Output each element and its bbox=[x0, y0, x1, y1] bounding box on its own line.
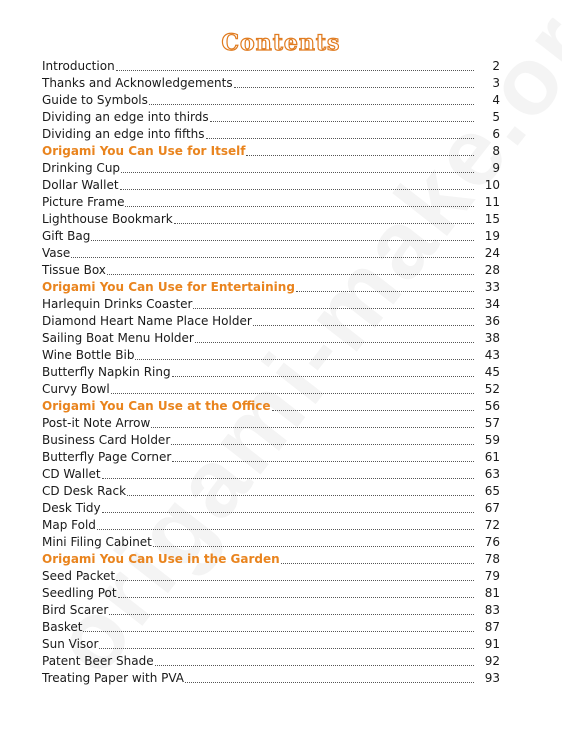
toc-entry-page-number: 45 bbox=[484, 365, 500, 379]
toc-entry-page-number: 79 bbox=[484, 569, 500, 583]
toc-entry-page-number: 87 bbox=[484, 620, 500, 634]
dot-leader bbox=[120, 188, 474, 190]
dot-leader bbox=[210, 120, 474, 122]
toc-entry-label: Patent Beer Shade bbox=[42, 654, 154, 668]
dot-leader bbox=[272, 409, 474, 411]
dot-leader bbox=[195, 341, 474, 343]
toc-entry[interactable] bbox=[42, 177, 500, 194]
toc-entry-label: Map Fold bbox=[42, 518, 96, 532]
toc-entry-page-number: 81 bbox=[484, 586, 500, 600]
dot-leader bbox=[107, 273, 474, 275]
dot-leader bbox=[102, 477, 474, 479]
toc-entry-page-number: 65 bbox=[484, 484, 500, 498]
toc-entry-label: Butterfly Napkin Ring bbox=[42, 365, 171, 379]
toc-section-heading[interactable] bbox=[42, 551, 500, 568]
dot-leader bbox=[83, 630, 474, 632]
toc-entry[interactable] bbox=[42, 534, 500, 551]
toc-entry-label: Bird Scarer bbox=[42, 603, 109, 617]
toc-entry[interactable] bbox=[42, 330, 500, 347]
toc-entry-page-number: 15 bbox=[484, 212, 500, 226]
dot-leader bbox=[111, 392, 474, 394]
toc-entry-page-number: 36 bbox=[484, 314, 500, 328]
toc-entry[interactable] bbox=[42, 75, 500, 92]
dot-leader bbox=[151, 426, 474, 428]
dot-leader bbox=[155, 664, 474, 666]
dot-leader bbox=[206, 137, 474, 139]
toc-section-heading[interactable] bbox=[42, 279, 500, 296]
toc-entry-page-number: 91 bbox=[484, 637, 500, 651]
dot-leader bbox=[193, 307, 474, 309]
toc-entry[interactable] bbox=[42, 483, 500, 500]
toc-entry-page-number: 52 bbox=[484, 382, 500, 396]
toc-entry-label: Seed Packet bbox=[42, 569, 116, 583]
toc-entry[interactable] bbox=[42, 92, 500, 109]
toc-entry-label: Drinking Cup bbox=[42, 161, 121, 175]
dot-leader bbox=[253, 324, 474, 326]
toc-entry-page-number: 38 bbox=[484, 331, 500, 345]
toc-entry-page-number: 9 bbox=[492, 161, 500, 175]
toc-entry-label: Dividing an edge into thirds bbox=[42, 110, 209, 124]
toc-entry-label: Harlequin Drinks Coaster bbox=[42, 297, 193, 311]
dot-leader bbox=[127, 494, 474, 496]
toc-entry-page-number: 2 bbox=[492, 59, 500, 73]
toc-entry-label: Gift Bag bbox=[42, 229, 91, 243]
dot-leader bbox=[296, 290, 474, 292]
toc-entry[interactable] bbox=[42, 449, 500, 466]
toc-entry[interactable] bbox=[42, 636, 500, 653]
toc-entry[interactable] bbox=[42, 670, 500, 687]
toc-entry-page-number: 34 bbox=[484, 297, 500, 311]
toc-entry-label: Origami You Can Use at the Office bbox=[42, 399, 271, 413]
dot-leader bbox=[121, 171, 474, 173]
toc-entry-page-number: 57 bbox=[484, 416, 500, 430]
toc-entry-page-number: 28 bbox=[484, 263, 500, 277]
toc-entry[interactable] bbox=[42, 126, 500, 143]
toc-entry-page-number: 24 bbox=[484, 246, 500, 260]
toc-entry[interactable] bbox=[42, 347, 500, 364]
toc-entry-page-number: 4 bbox=[492, 93, 500, 107]
toc-entry[interactable] bbox=[42, 245, 500, 262]
toc-entry-page-number: 56 bbox=[484, 399, 500, 413]
toc-entry[interactable] bbox=[42, 194, 500, 211]
toc-entry-label: Dividing an edge into fifths bbox=[42, 127, 205, 141]
toc-entry-page-number: 19 bbox=[484, 229, 500, 243]
toc-entry-label: CD Desk Rack bbox=[42, 484, 127, 498]
toc-entry-page-number: 6 bbox=[492, 127, 500, 141]
dot-leader bbox=[135, 358, 474, 360]
toc-entry-page-number: 83 bbox=[484, 603, 500, 617]
toc-entry-label: Guide to Symbols bbox=[42, 93, 148, 107]
toc-entry-page-number: 33 bbox=[484, 280, 500, 294]
toc-entry-label: CD Wallet bbox=[42, 467, 101, 481]
toc-entry-label: Mini Filing Cabinet bbox=[42, 535, 152, 549]
toc-entry-page-number: 72 bbox=[484, 518, 500, 532]
table-of-contents bbox=[42, 58, 500, 687]
dot-leader bbox=[172, 375, 474, 377]
dot-leader bbox=[99, 647, 474, 649]
toc-entry-label: Origami You Can Use for Itself bbox=[42, 144, 246, 158]
toc-entry-label: Basket bbox=[42, 620, 83, 634]
toc-entry-page-number: 43 bbox=[484, 348, 500, 362]
toc-entry-page-number: 61 bbox=[484, 450, 500, 464]
dot-leader bbox=[174, 222, 474, 224]
dot-leader bbox=[125, 205, 474, 207]
toc-entry-label: Picture Frame bbox=[42, 195, 125, 209]
toc-entry[interactable] bbox=[42, 58, 500, 75]
toc-entry[interactable] bbox=[42, 109, 500, 126]
toc-entry-page-number: 92 bbox=[484, 654, 500, 668]
toc-entry[interactable] bbox=[42, 500, 500, 517]
toc-entry[interactable] bbox=[42, 160, 500, 177]
toc-section-heading[interactable] bbox=[42, 143, 500, 160]
toc-entry-page-number: 63 bbox=[484, 467, 500, 481]
toc-entry-label: Business Card Holder bbox=[42, 433, 171, 447]
dot-leader bbox=[91, 239, 474, 241]
toc-entry-label: Origami You Can Use for Entertaining bbox=[42, 280, 295, 294]
toc-entry-label: Diamond Heart Name Place Holder bbox=[42, 314, 252, 328]
dot-leader bbox=[172, 460, 474, 462]
toc-entry[interactable] bbox=[42, 585, 500, 602]
toc-entry-page-number: 5 bbox=[492, 110, 500, 124]
toc-entry-label: Wine Bottle Bib bbox=[42, 348, 135, 362]
toc-entry-label: Treating Paper with PVA bbox=[42, 671, 185, 685]
dot-leader bbox=[116, 579, 474, 581]
dot-leader bbox=[109, 613, 474, 615]
toc-entry[interactable] bbox=[42, 568, 500, 585]
dot-leader bbox=[118, 596, 474, 598]
toc-entry-label: Butterfly Page Corner bbox=[42, 450, 172, 464]
toc-entry-label: Seedling Pot bbox=[42, 586, 117, 600]
toc-entry[interactable] bbox=[42, 381, 500, 398]
toc-entry[interactable] bbox=[42, 602, 500, 619]
toc-entry-label: Sailing Boat Menu Holder bbox=[42, 331, 194, 345]
dot-leader bbox=[116, 69, 474, 71]
toc-entry-label: Dollar Wallet bbox=[42, 178, 119, 192]
dot-leader bbox=[171, 443, 474, 445]
dot-leader bbox=[97, 528, 474, 530]
toc-entry[interactable] bbox=[42, 517, 500, 534]
toc-entry[interactable] bbox=[42, 313, 500, 330]
toc-entry-label: Thanks and Acknowledgements bbox=[42, 76, 233, 90]
dot-leader bbox=[71, 256, 474, 258]
toc-entry[interactable] bbox=[42, 296, 500, 313]
toc-entry[interactable] bbox=[42, 415, 500, 432]
toc-entry-page-number: 3 bbox=[492, 76, 500, 90]
toc-entry[interactable] bbox=[42, 262, 500, 279]
dot-leader bbox=[234, 86, 474, 88]
toc-entry-page-number: 78 bbox=[484, 552, 500, 566]
toc-entry-label: Lighthouse Bookmark bbox=[42, 212, 173, 226]
toc-entry[interactable] bbox=[42, 619, 500, 636]
toc-entry[interactable] bbox=[42, 653, 500, 670]
dot-leader bbox=[185, 681, 474, 683]
dot-leader bbox=[149, 103, 474, 105]
dot-leader bbox=[102, 511, 474, 513]
toc-entry-page-number: 67 bbox=[484, 501, 500, 515]
toc-entry-page-number: 59 bbox=[484, 433, 500, 447]
toc-entry-page-number: 8 bbox=[492, 144, 500, 158]
toc-entry-label: Vase bbox=[42, 246, 71, 260]
toc-entry[interactable] bbox=[42, 211, 500, 228]
toc-entry[interactable] bbox=[42, 364, 500, 381]
toc-entry-page-number: 10 bbox=[484, 178, 500, 192]
toc-entry-page-number: 11 bbox=[484, 195, 500, 209]
toc-entry-label: Post-it Note Arrow bbox=[42, 416, 151, 430]
toc-section-heading[interactable] bbox=[42, 398, 500, 415]
page-title: Contents bbox=[221, 30, 341, 56]
toc-entry-page-number: 76 bbox=[484, 535, 500, 549]
dot-leader bbox=[153, 545, 474, 547]
toc-entry-label: Origami You Can Use in the Garden bbox=[42, 552, 280, 566]
toc-entry-label: Tissue Box bbox=[42, 263, 106, 277]
toc-entry[interactable] bbox=[42, 228, 500, 245]
dot-leader bbox=[281, 562, 474, 564]
toc-entry-label: Introduction bbox=[42, 59, 115, 73]
toc-entry-page-number: 93 bbox=[484, 671, 500, 685]
toc-entry[interactable] bbox=[42, 432, 500, 449]
toc-entry-label: Curvy Bowl bbox=[42, 382, 110, 396]
toc-entry-label: Desk Tidy bbox=[42, 501, 101, 515]
dot-leader bbox=[246, 154, 474, 156]
toc-entry-label: Sun Visor bbox=[42, 637, 99, 651]
toc-entry[interactable] bbox=[42, 466, 500, 483]
